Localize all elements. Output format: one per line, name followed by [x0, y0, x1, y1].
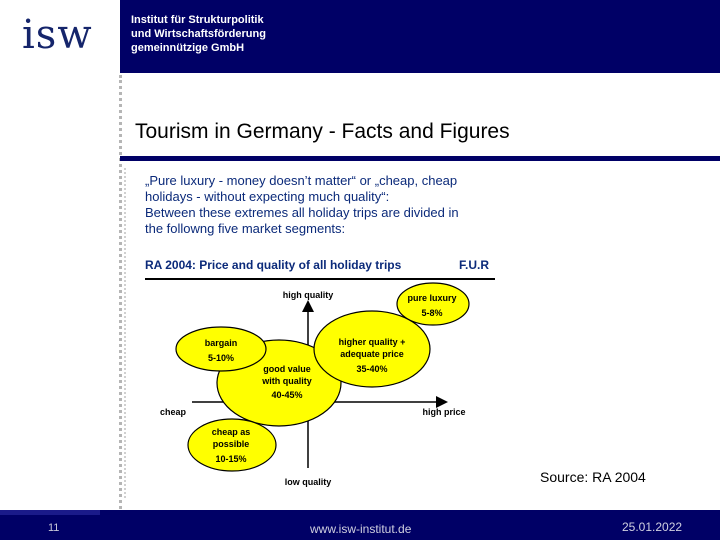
- bubble-bargain: [176, 327, 266, 371]
- source-note: Source: RA 2004: [540, 469, 646, 485]
- org-line: Institut für Strukturpolitik: [131, 14, 264, 26]
- segment-label: pure luxury: [407, 293, 457, 303]
- axis-label-cheap: cheap: [159, 407, 187, 417]
- segment-label: possible: [212, 439, 250, 449]
- intro-line: holidays - without expecting much quality“:: [145, 189, 390, 204]
- org-line: und Wirtschaftsförderung: [131, 28, 266, 40]
- segment-label: adequate price: [340, 349, 404, 359]
- axis-label-high-quality: high quality: [282, 290, 334, 300]
- segment-share: 40-45%: [271, 390, 303, 400]
- intro-line: the followng five market segments:: [145, 221, 346, 236]
- diagram-title: RA 2004: Price and quality of all holiday trips: [145, 258, 402, 272]
- bubble-pure-luxury: [397, 283, 469, 325]
- segment-share: 35-40%: [356, 364, 388, 374]
- intro-line: Between these extremes all holiday trips are divided in: [145, 205, 459, 220]
- segment-share: 5-10%: [207, 353, 235, 363]
- slide-title: Tourism in Germany - Facts and Figures: [135, 120, 510, 143]
- axis-label-low-quality: low quality: [284, 477, 332, 487]
- axis-label-high-price: high price: [422, 407, 466, 417]
- footer-bar: [0, 510, 720, 540]
- segment-label: good value: [263, 364, 311, 374]
- website-link[interactable]: www.isw-institut.de: [310, 522, 412, 536]
- page-number: 11: [48, 522, 60, 534]
- segment-share: 5-8%: [421, 308, 443, 318]
- isw-logo: isw: [22, 12, 93, 58]
- segment-label: higher quality +: [338, 337, 406, 347]
- diagram-brand: F.U.R: [459, 258, 489, 272]
- intro-line: „Pure luxury - money doesn’t matter“ or „cheap, cheap: [145, 173, 458, 188]
- segment-label: cheap as: [211, 427, 251, 437]
- slide-date: 25.01.2022: [622, 520, 683, 534]
- segment-share: 10-15%: [215, 454, 247, 464]
- footer-accent: [0, 510, 100, 515]
- org-line: gemeinnützige GmbH: [131, 42, 245, 54]
- segment-label: with quality: [262, 376, 312, 386]
- segment-label: bargain: [204, 338, 238, 348]
